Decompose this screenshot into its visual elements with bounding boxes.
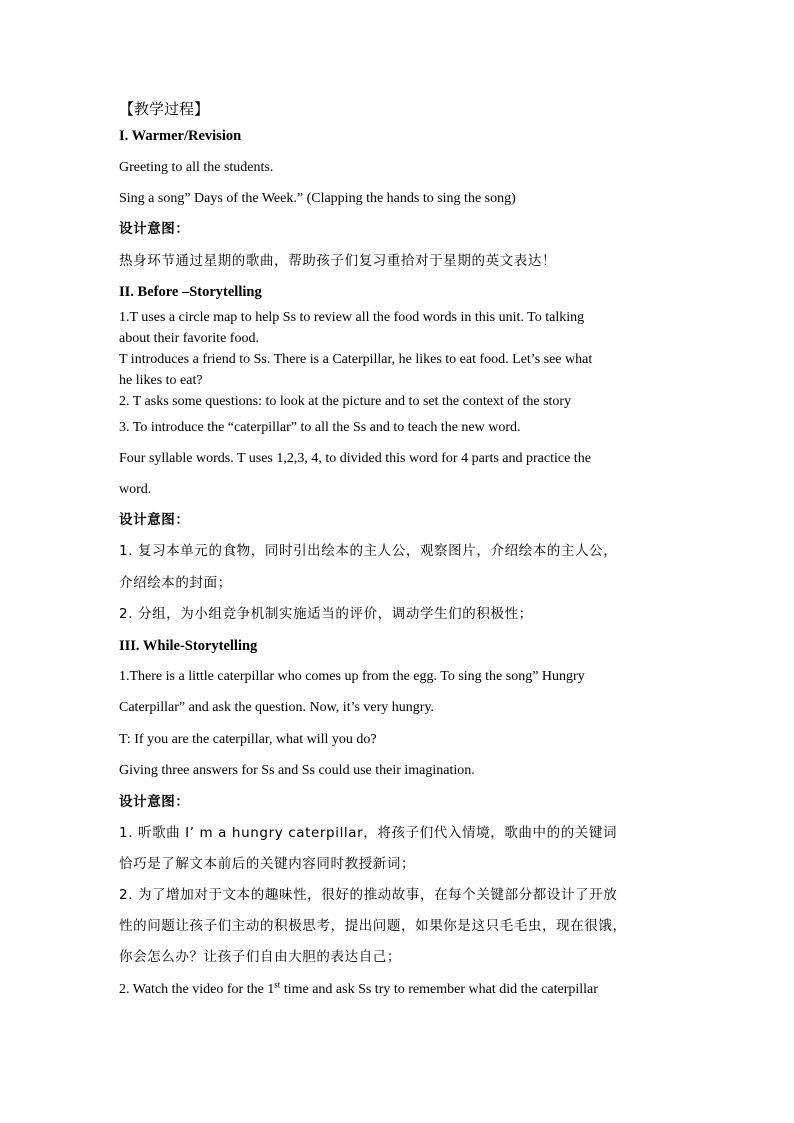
paragraph-line: Sing a song” Days of the Week.” (Clapping the hands to sing the song) <box>119 191 516 206</box>
section-heading-before-storytelling: II. Before –Storytelling <box>119 284 262 300</box>
paragraph-line: Four syllable words. T uses 1,2,3, 4, to divided this word for 4 parts and practice the <box>119 451 591 466</box>
design-intent-line: 性的问题让孩子们主动的积极思考，提出问题，如果你是这只毛毛虫，现在很饿， <box>119 918 627 934</box>
design-intent-line: 热身环节通过星期的歌曲，帮助孩子们复习重拾对于星期的英文表达！ <box>119 253 557 269</box>
design-intent-label: 设计意图： <box>119 221 190 237</box>
paragraph-line: Giving three answers for Ss and Ss could use their imagination. <box>119 763 475 778</box>
paragraph-line: 3. To introduce the “caterpillar” to all the Ss and to teach the new word. <box>119 420 521 435</box>
paragraph-line: about their favorite food. <box>119 331 259 346</box>
paragraph-line: Caterpillar” and ask the question. Now, it’s very hungry. <box>119 700 435 715</box>
design-intent-line: 2. 为了增加对于文本的趣味性，很好的推动故事，在每个关键部分都设计了开放 <box>119 887 618 903</box>
paragraph-line: 1.There is a little caterpillar who comes up from the egg. To sing the song” Hungry <box>119 669 585 684</box>
paragraph-line: 1.T uses a circle map to help Ss to review all the food words in this unit. To talking <box>119 310 585 325</box>
design-intent-label: 设计意图： <box>119 512 190 528</box>
design-intent-label: 设计意图： <box>119 794 190 810</box>
paragraph-line: word. <box>119 482 152 497</box>
paragraph-line: T: If you are the caterpillar, what will you do? <box>119 732 377 747</box>
section-heading-while-storytelling: III. While-Storytelling <box>119 638 258 654</box>
paragraph-line: 2. T asks some questions: to look at the picture and to set the context of the story <box>119 394 572 409</box>
section-title: 【教学过程】 <box>119 100 210 118</box>
design-intent-line: 1. 听歌曲 I’ m a hungry caterpillar，将孩子们代入情境，歌曲中的的关键词 <box>119 825 618 841</box>
line-text-before: 2. Watch the video for the 1 <box>119 982 275 997</box>
ordinal-suffix: st <box>274 979 281 990</box>
design-intent-line: 介绍绘本的封面； <box>119 575 232 591</box>
design-intent-line: 你会怎么办？让孩子们自由大胆的表达自己； <box>119 949 401 965</box>
section-heading-warmer: I. Warmer/Revision <box>119 128 242 144</box>
paragraph-line <box>119 979 679 998</box>
paragraph-line: he likes to eat? <box>119 373 203 388</box>
design-intent-line: 1. 复习本单元的食物，同时引出绘本的主人公，观察图片，介绍绘本的主人公， <box>119 543 618 559</box>
line-text-after: time and ask Ss try to remember what did the caterpillar <box>280 982 598 997</box>
design-intent-line: 2. 分组，为小组竞争机制实施适当的评价，调动学生们的积极性； <box>119 606 533 622</box>
paragraph-line: Greeting to all the students. <box>119 160 274 175</box>
paragraph-line: T introduces a friend to Ss. There is a Caterpillar, he likes to eat food. Let’s see what <box>119 352 593 367</box>
design-intent-line: 恰巧是了解文本前后的关键内容同时教授新词； <box>119 856 416 872</box>
